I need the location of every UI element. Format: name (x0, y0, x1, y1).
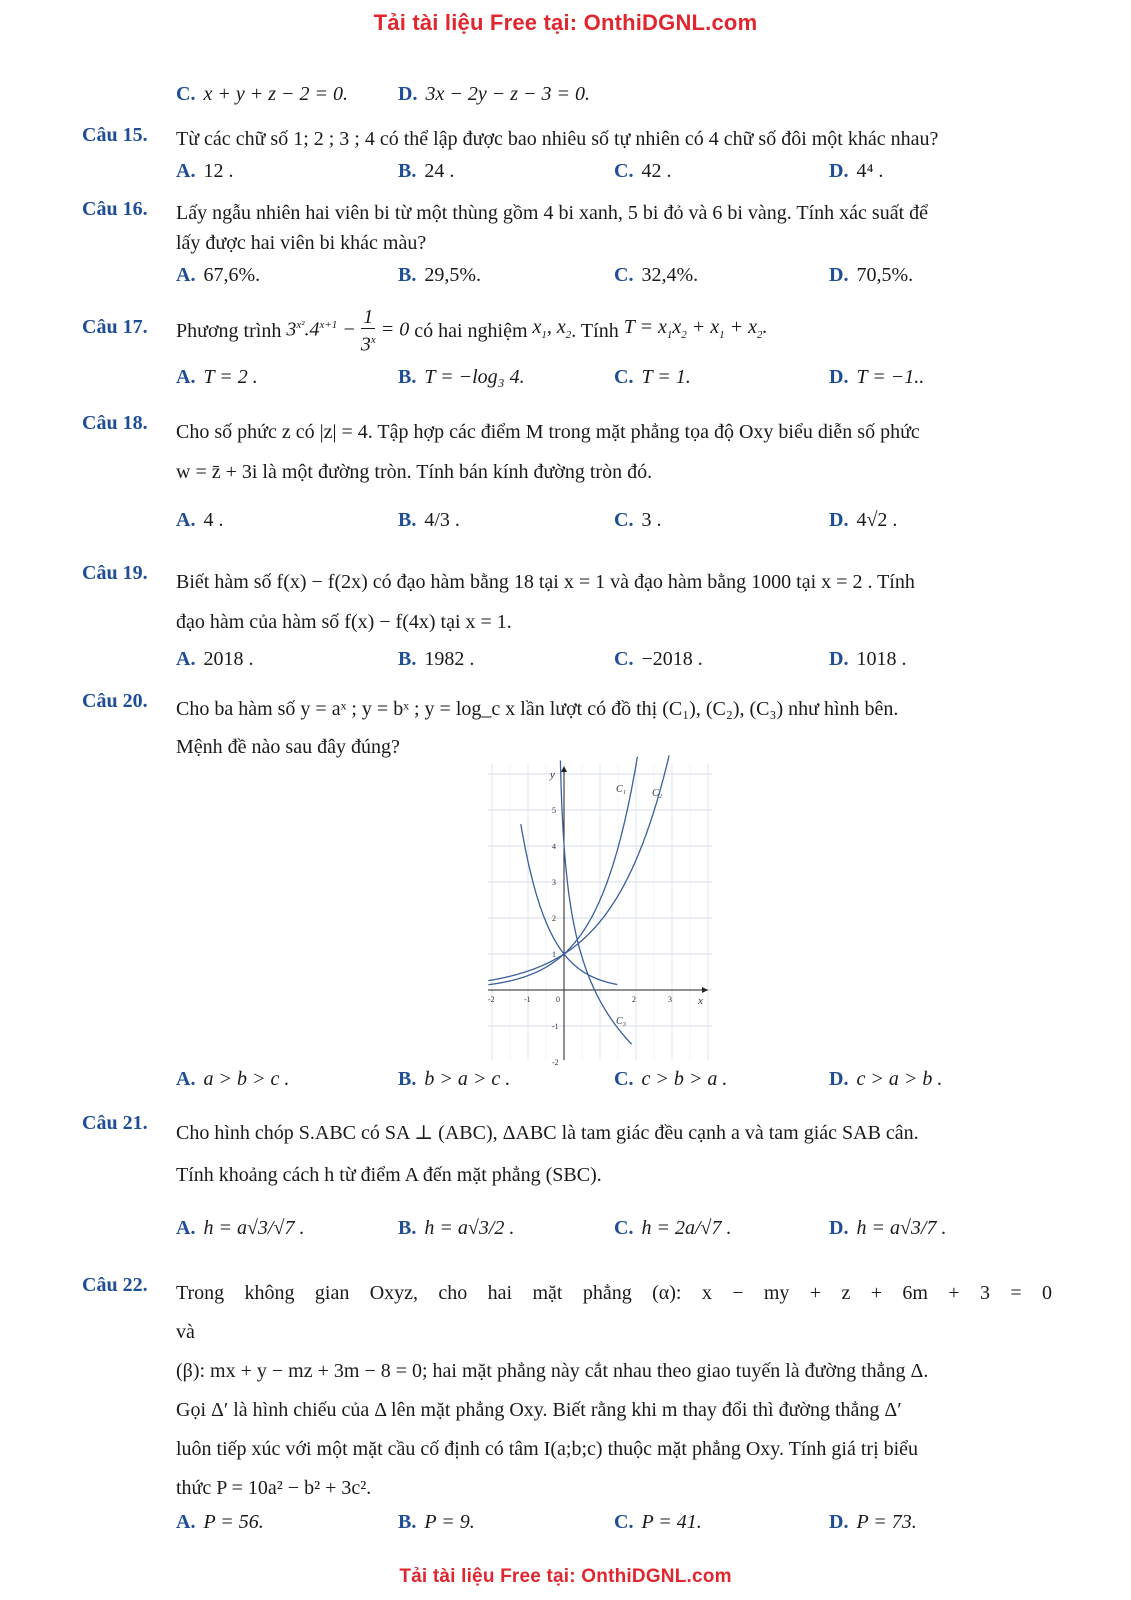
option-a[interactable]: A. P = 56. (176, 1510, 264, 1533)
question-text: có hai nghiệm (414, 320, 528, 342)
question-label: Câu 22. (82, 1274, 148, 1296)
question-text: thức P = 10a² − b² + 3c². (176, 1477, 372, 1499)
q14-options (176, 76, 1052, 112)
exam-page (82, 76, 1052, 1536)
question-20 (82, 690, 1052, 1096)
function-graph (488, 764, 712, 1067)
option-c[interactable]: C. T = 1. (614, 365, 691, 388)
question-text: Từ các chữ số 1; 2 ; 3 ; 4 có thể lập được bao nhiêu số tự nhiên có 4 chữ số đôi một khác nhau? (176, 128, 939, 150)
header-banner[interactable]: Tải tài liệu Free tại: OnthiDGNL.com (373, 10, 758, 35)
x-axis-label: x (698, 995, 703, 1007)
option-c[interactable]: C. 3 . (614, 508, 662, 531)
option-a[interactable]: A. T = 2 . (176, 365, 258, 388)
equation: $3^{x^2}.4^{x+1}$ − $\frac{1}{3^x}$ = 0 (286, 306, 410, 356)
question-17: Câu 17. Phương trình $3^{x^2}.4^{x+1}$ − $\frac{1}{3^x}$ = 0 có hai nghiệm $x_1$, $x_2$ . Tính $T = x_1x_2 + x_1 + x_2$. A. T = 2 . B. T = −log₃ 4. C. T = 1. D. T = −1.. (82, 306, 1052, 394)
curve-c3 (560, 761, 631, 1045)
question-text: w = z̄ + 3i là một đường tròn. Tính bán kính đường tròn đó. (176, 461, 653, 483)
question-16 (82, 198, 1052, 292)
option-a[interactable]: A. 67,6%. (176, 263, 261, 286)
question-15 (82, 124, 1052, 188)
x-axis-arrow (702, 987, 708, 993)
option-b[interactable]: B. 24 . (398, 159, 455, 182)
q20-options (176, 1062, 1052, 1096)
option-c[interactable]: C. −2018 . (614, 647, 703, 670)
option-d[interactable]: D. 1018 . (829, 647, 907, 670)
q16-options (176, 258, 1052, 292)
x-tick-label: 2 (632, 995, 636, 1004)
option-letter: D. (398, 82, 418, 105)
curve-label-c1: C₁ (616, 784, 627, 795)
question-text: Cho hình chóp S.ABC có SA ⊥ (ABC), ΔABC là tam giác đều cạnh a và tam giác SAB cân. (176, 1122, 919, 1144)
graph-grid (488, 764, 712, 1060)
option-c[interactable]: C. h = 2a/√7 . (614, 1216, 732, 1239)
option-a[interactable]: A. h = a√3/√7 . (176, 1216, 305, 1239)
option-a[interactable]: A. 4 . (176, 508, 224, 531)
y-axis-arrow (561, 766, 567, 772)
option-b[interactable]: B. T = −log₃ 4. (398, 365, 525, 388)
q22-options (176, 1508, 1052, 1536)
curve-label-c2: C₂ (652, 788, 663, 799)
footer-banner[interactable]: Tải tài liệu Free tại: OnthiDGNL.com (399, 1566, 732, 1587)
option-b[interactable]: B. 4/3 . (398, 508, 460, 531)
x-tick-label: 3 (668, 995, 672, 1004)
question-22 (82, 1274, 1052, 1536)
question-text: Biết hàm số f(x) − f(2x) có đạo hàm bằng 18 tại x = 1 và đạo hàm bằng 1000 tại x = 2 . Tính (176, 571, 915, 593)
q14-option-d: D. 3x − 2y − z − 3 = 0. (398, 82, 590, 105)
y-axis-label: y (550, 769, 555, 781)
option-b[interactable]: B. h = a√3/2 . (398, 1216, 515, 1239)
question-text: luôn tiếp xúc với một mặt cầu cố định có tâm I(a;b;c) thuộc mặt phẳng Oxy. Tính giá trị biểu (176, 1438, 919, 1460)
question-text: đạo hàm của hàm số f(x) − f(4x) tại x = 1. (176, 611, 512, 633)
option-d[interactable]: D. 4⁴ . (829, 159, 884, 182)
y-tick-label: -1 (552, 1022, 559, 1031)
q15-options (176, 154, 1052, 188)
option-b[interactable]: B. P = 9. (398, 1510, 475, 1533)
y-tick-label: 1 (552, 950, 556, 959)
option-c[interactable]: C. c > b > a . (614, 1067, 728, 1090)
question-text: Mệnh đề nào sau đây đúng? (176, 736, 400, 758)
option-c[interactable]: C. 32,4%. (614, 263, 699, 286)
option-d[interactable]: D. c > a > b . (829, 1067, 943, 1090)
option-b[interactable]: B. b > a > c . (398, 1067, 511, 1090)
graph-svg (488, 764, 712, 1067)
curve-label-c3: C₃ (616, 1016, 627, 1027)
question-21 (82, 1112, 1052, 1260)
option-d[interactable]: D. T = −1.. (829, 365, 925, 388)
option-b[interactable]: B. 29,5%. (398, 263, 482, 286)
question-label: Câu 17. (82, 316, 148, 338)
q21-options (176, 1196, 1052, 1260)
question-text: lấy được hai viên bi khác màu? (176, 232, 427, 254)
option-d[interactable]: D. h = a√3/7 . (829, 1216, 947, 1239)
question-text: Phương trình (176, 320, 282, 342)
question-label: Câu 15. (82, 124, 148, 146)
q14-option-c: C. x + y + z − 2 = 0. (176, 82, 348, 105)
q18-options (176, 492, 1052, 548)
x-tick-label: -2 (488, 995, 495, 1004)
y-tick-label: 2 (552, 914, 556, 923)
q17-options (176, 360, 1052, 394)
option-b[interactable]: B. 1982 . (398, 647, 475, 670)
q19-options (176, 642, 1052, 676)
x-tick-label: -1 (524, 995, 531, 1004)
question-text: Trong không gian Oxyz, cho hai mặt phẳng (α): x − my + z + 6m + 3 = 0 và (176, 1282, 1052, 1343)
question-text: (β): mx + y − mz + 3m − 8 = 0; hai mặt phẳng này cắt nhau theo giao tuyến là đường thẳng Δ. (176, 1360, 929, 1382)
option-a[interactable]: A. 2018 . (176, 647, 254, 670)
y-tick-label: 3 (552, 878, 556, 887)
question-label: Câu 20. (82, 690, 148, 712)
option-letter: C. (176, 82, 196, 105)
question-label: Câu 21. (82, 1112, 148, 1134)
question-label: Câu 16. (82, 198, 148, 220)
expression: $T = x_1x_2 + x_1 + x_2$. (623, 316, 768, 341)
option-a[interactable]: A. a > b > c . (176, 1067, 290, 1090)
question-label: Câu 19. (82, 562, 148, 584)
question-text: Lấy ngẫu nhiên hai viên bi từ một thùng gồm 4 bi xanh, 5 bi đỏ và 6 bi vàng. Tính xác suất để (176, 202, 929, 224)
option-d[interactable]: D. P = 73. (829, 1510, 917, 1533)
roots: $x_1$, $x_2$ (532, 316, 572, 341)
y-tick-label: -2 (552, 1058, 559, 1067)
option-d[interactable]: D. 4√2 . (829, 508, 898, 531)
option-d[interactable]: D. 70,5%. (829, 263, 914, 286)
graph-curves (488, 755, 669, 1044)
question-18 (82, 412, 1052, 548)
question-text: Cho ba hàm số y = aˣ ; y = bˣ ; y = log_c x lần lượt có đồ thị (C₁), (C₂), (C₃) như hình bên. (176, 698, 899, 720)
y-tick-label: 4 (552, 842, 556, 851)
question-text: Tính khoảng cách h từ điểm A đến mặt phẳng (SBC). (176, 1164, 602, 1186)
question-19 (82, 562, 1052, 676)
question-text: Cho số phức z có |z| = 4. Tập hợp các điểm M trong mặt phẳng tọa độ Oxy biểu diễn số phức (176, 421, 920, 443)
question-label: Câu 18. (82, 412, 148, 434)
x-tick-label: 0 (556, 995, 560, 1004)
option-a[interactable]: A. 12 . (176, 159, 234, 182)
option-c[interactable]: C. P = 41. (614, 1510, 702, 1533)
question-text: Gọi Δ′ là hình chiếu của Δ lên mặt phẳng Oxy. Biết rằng khi m thay đổi thì đường thẳng Δ′ (176, 1399, 902, 1421)
option-c[interactable]: C. 42 . (614, 159, 672, 182)
curve-c3b (521, 824, 618, 984)
y-tick-label: 5 (552, 806, 556, 815)
